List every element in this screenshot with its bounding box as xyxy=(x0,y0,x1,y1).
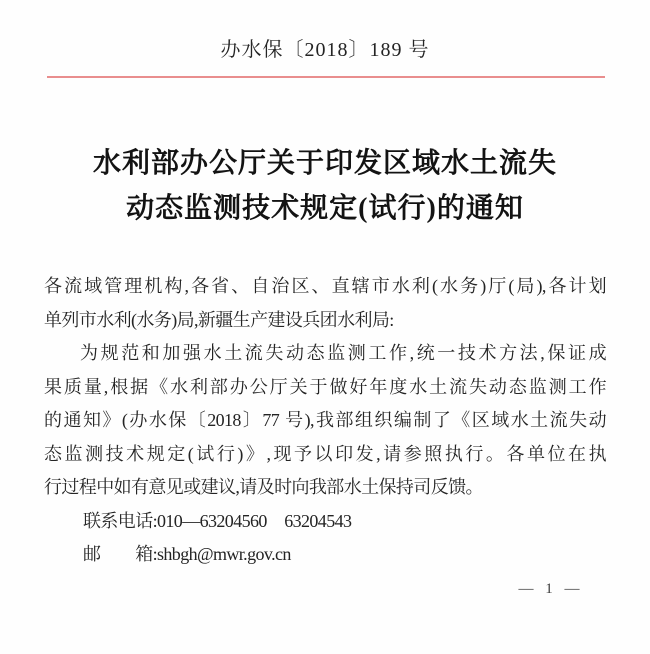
doc-number: 办水保〔2018〕189 号 xyxy=(220,39,430,61)
red-divider-line xyxy=(47,76,605,78)
document-title xyxy=(44,141,606,231)
page-number: — 1 — xyxy=(518,581,582,597)
body-line-paragraph-3: 的通知》(办水保〔2018〕77 号),我部组织编制了《区域水土流失动 xyxy=(44,410,606,430)
body-line-paragraph-1: 为规范和加强水土流失动态监测工作,统一技术方法,保证成 xyxy=(80,343,606,363)
body-line-salutation-1: 各流域管理机构,各省、自治区、直辖市水利(水务)厅(局),各计划 xyxy=(44,276,606,296)
title-line-1: 水利部办公厅关于印发区域水土流失 xyxy=(92,148,557,179)
title-line-2: 动态监测技术规定(试行)的通知 xyxy=(126,193,524,224)
body-line-paragraph-5: 行过程中如有意见或建议,请及时向我部水土保持司反馈。 xyxy=(44,477,483,497)
body-line-paragraph-2: 果质量,根据《水利部办公厅关于做好年度水土流失动态监测工作 xyxy=(44,376,606,397)
contact-phone-line: 联系电话:010—63204560 63204543 xyxy=(83,510,352,531)
contact-email-line: 邮 箱:shbgh@mwr.gov.cn xyxy=(83,544,291,564)
body-line-paragraph-4: 态监测技术规定(试行)》,现予以印发,请参照执行。各单位在执 xyxy=(44,443,606,464)
body-line-salutation-2: 单列市水利(水务)局,新疆生产建设兵团水利局: xyxy=(44,309,394,330)
document-body xyxy=(44,270,606,572)
